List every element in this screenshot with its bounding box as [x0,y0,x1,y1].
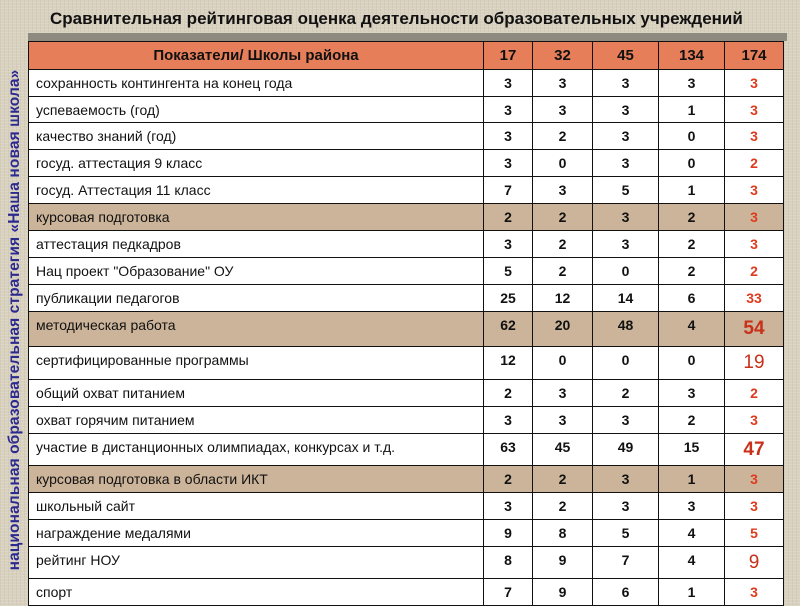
cell-value: 2 [484,466,533,493]
table-row [29,177,784,204]
header-school-17: 17 [484,42,533,70]
cell-value: 2 [659,407,725,434]
row-label: школьный сайт [29,493,484,520]
cell-value: 3 [484,231,533,258]
cell-value: 12 [533,285,593,312]
cell-value: 1 [659,466,725,493]
cell-value: 3 [484,70,533,97]
cell-value-school-174: 3 [725,70,784,97]
cell-value-school-174: 3 [725,466,784,493]
cell-value: 20 [533,312,593,347]
cell-value-school-174: 33 [725,285,784,312]
cell-value: 3 [484,123,533,150]
cell-value-school-174: 2 [725,380,784,407]
row-label: охват горячим питанием [29,407,484,434]
cell-value: 3 [659,380,725,407]
cell-value: 0 [659,347,725,380]
row-label: сохранность контингента на конец года [29,70,484,97]
row-label: рейтинг НОУ [29,547,484,579]
cell-value: 2 [659,258,725,285]
cell-value-school-174: 3 [725,204,784,231]
row-label: качество знаний (год) [29,123,484,150]
cell-value: 2 [533,493,593,520]
header-school-45: 45 [593,42,659,70]
cell-value: 7 [484,177,533,204]
cell-value: 0 [533,150,593,177]
cell-value-school-174: 3 [725,231,784,258]
cell-value-school-174: 2 [725,150,784,177]
header-school-32: 32 [533,42,593,70]
row-label: курсовая подготовка [29,204,484,231]
cell-value: 3 [533,70,593,97]
table-row [29,493,784,520]
cell-value-school-174: 47 [725,434,784,466]
cell-value: 63 [484,434,533,466]
cell-value: 5 [593,520,659,547]
table-row [29,520,784,547]
row-label: успеваемость (год) [29,97,484,123]
cell-value: 2 [533,123,593,150]
row-label: спорт [29,579,484,606]
cell-value: 2 [659,204,725,231]
cell-value: 2 [593,380,659,407]
cell-value: 1 [659,177,725,204]
cell-value: 8 [484,547,533,579]
cell-value-school-174: 3 [725,123,784,150]
page-title: Сравнительная рейтинговая оценка деятельности образовательных учреждений [50,9,743,28]
cell-value-school-174: 54 [725,312,784,347]
cell-value-school-174: 2 [725,258,784,285]
row-label: курсовая подготовка в области ИКТ [29,466,484,493]
cell-value: 0 [593,347,659,380]
table-row [29,204,784,231]
side-caption-text: национальная образовательная стратегия «Наша новая школа» [6,69,23,571]
cell-value: 3 [593,204,659,231]
cell-value: 4 [659,547,725,579]
cell-value: 4 [659,312,725,347]
table-shadow [28,33,787,41]
cell-value: 7 [593,547,659,579]
row-label: награждение медалями [29,520,484,547]
row-label: аттестация педкадров [29,231,484,258]
table-row [29,579,784,606]
cell-value: 3 [593,97,659,123]
cell-value-school-174: 3 [725,579,784,606]
cell-value: 48 [593,312,659,347]
cell-value: 3 [593,150,659,177]
cell-value: 45 [533,434,593,466]
cell-value: 0 [533,347,593,380]
cell-value: 2 [659,231,725,258]
cell-value: 9 [533,547,593,579]
row-label: общий охват питанием [29,380,484,407]
cell-value: 3 [593,407,659,434]
cell-value: 12 [484,347,533,380]
cell-value: 3 [593,123,659,150]
table-row [29,434,784,466]
cell-value: 9 [484,520,533,547]
cell-value: 0 [659,150,725,177]
cell-value: 3 [659,493,725,520]
cell-value: 4 [659,520,725,547]
cell-value-school-174: 19 [725,347,784,380]
cell-value: 49 [593,434,659,466]
cell-value: 2 [484,204,533,231]
cell-value: 3 [484,150,533,177]
row-label: сертифицированные программы [29,347,484,380]
cell-value: 3 [533,407,593,434]
cell-value-school-174: 3 [725,97,784,123]
cell-value: 3 [533,380,593,407]
cell-value: 6 [659,285,725,312]
table-row [29,285,784,312]
cell-value: 3 [593,466,659,493]
cell-value: 15 [659,434,725,466]
table-row [29,380,784,407]
table-header-row [29,42,784,70]
cell-value-school-174: 5 [725,520,784,547]
cell-value: 5 [484,258,533,285]
header-school-174: 174 [725,42,784,70]
row-label: участие в дистанционных олимпиадах, конкурсах и т.д. [29,434,484,466]
row-label: госуд. Аттестация 11 класс [29,177,484,204]
cell-value: 2 [533,204,593,231]
row-label: публикации педагогов [29,285,484,312]
table-row [29,347,784,380]
cell-value: 2 [533,231,593,258]
table-row [29,258,784,285]
cell-value: 3 [484,493,533,520]
cell-value: 0 [659,123,725,150]
cell-value: 3 [659,70,725,97]
cell-value: 0 [593,258,659,285]
cell-value: 2 [484,380,533,407]
cell-value: 62 [484,312,533,347]
cell-value-school-174: 3 [725,407,784,434]
cell-value: 1 [659,579,725,606]
cell-value: 25 [484,285,533,312]
cell-value-school-174: 3 [725,493,784,520]
cell-value: 1 [659,97,725,123]
cell-value: 3 [593,493,659,520]
row-label: Нац проект "Образование" ОУ [29,258,484,285]
table-row [29,150,784,177]
cell-value: 9 [533,579,593,606]
table-row [29,466,784,493]
side-caption [2,40,28,600]
table-row [29,407,784,434]
cell-value: 3 [484,407,533,434]
cell-value: 2 [533,258,593,285]
table-row [29,231,784,258]
cell-value-school-174: 9 [725,547,784,579]
rating-table [28,41,784,606]
cell-value: 5 [593,177,659,204]
table-row [29,123,784,150]
cell-value: 14 [593,285,659,312]
cell-value-school-174: 3 [725,177,784,204]
table-row [29,312,784,347]
cell-value: 3 [484,97,533,123]
cell-value: 3 [593,231,659,258]
cell-value: 3 [533,97,593,123]
cell-value: 2 [533,466,593,493]
row-label: госуд. аттестация 9 класс [29,150,484,177]
cell-value: 8 [533,520,593,547]
cell-value: 3 [533,177,593,204]
table-row [29,70,784,97]
table-row [29,97,784,123]
cell-value: 6 [593,579,659,606]
table-row [29,547,784,579]
row-label: методическая работа [29,312,484,347]
header-indicators: Показатели/ Школы района [29,42,484,70]
header-school-134: 134 [659,42,725,70]
cell-value: 3 [593,70,659,97]
cell-value: 7 [484,579,533,606]
